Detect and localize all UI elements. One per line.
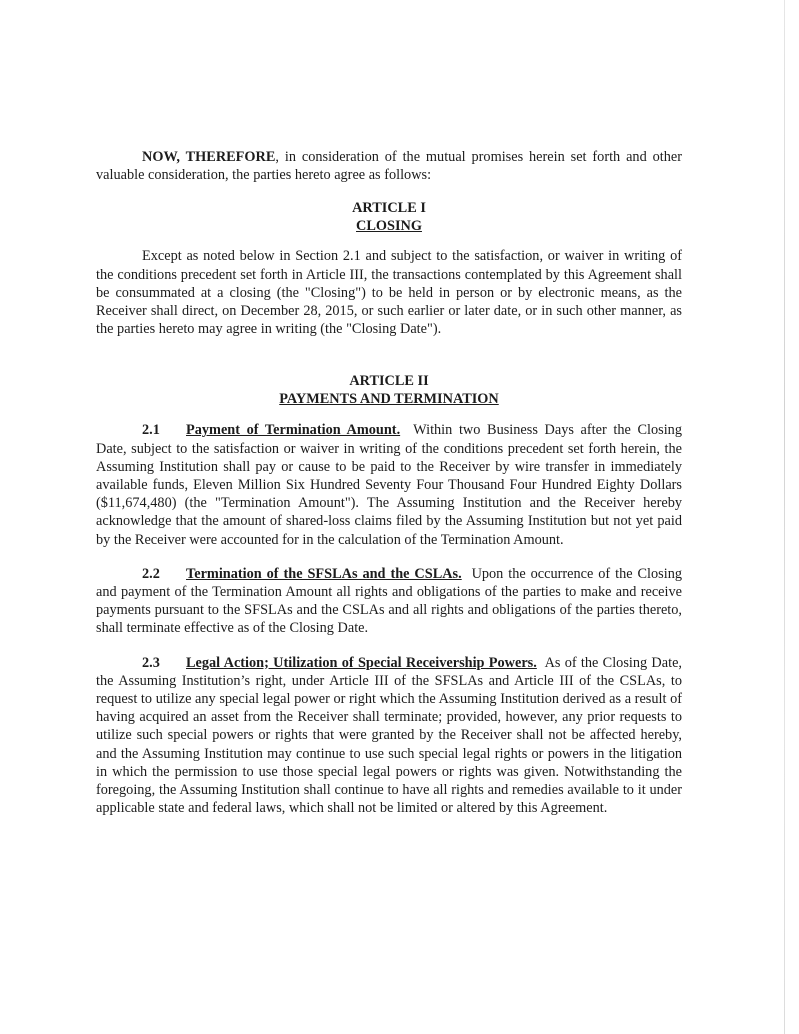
section-2-1 [96, 421, 682, 548]
preamble-text: , in consideration of the mutual promises herein set forth and other valuable consideration, the parties hereto agree as follows: [96, 149, 682, 184]
article-1-title: CLOSING [356, 217, 422, 234]
article-1-heading [96, 200, 682, 235]
article-2-title: PAYMENTS AND TERMINATION [279, 390, 499, 407]
article-1-number: ARTICLE I [352, 200, 426, 217]
scan-edge-line [784, 0, 785, 1034]
article-2-heading [96, 373, 682, 408]
article-2-number: ARTICLE II [349, 373, 429, 390]
article-1-body: Except as noted below in Section 2.1 and subject to the satisfaction, or waiver in writing of the conditions precedent set forth in Article III, the transactions contemplated by this Agreement shall be consummated at a closing (the "Closing") to be held in person or by electronic means, as the Receiver shall direct, on December 28, 2015, or such earlier or later date, or in such other manner, as the parties hereto may agree in writing (the "Closing Date"). [96, 248, 682, 338]
document-body [96, 148, 682, 817]
section-text: Upon the occurrence of the Closing and payment of the Termination Amount all rights and obligations of the parties to make and receive payments pursuant to the SFSLAs and the CSLAs and all rights and obligations of the parties thereto, shall terminate effective as of the Closing Date. [96, 565, 682, 637]
preamble-lead: NOW, THEREFORE [142, 149, 276, 165]
section-text: Within two Business Days after the Closing Date, subject to the satisfaction or waiver in writing of the conditions precedent set forth herein, the Assuming Institution shall pay or cause to be paid to the Receiver by wire transfer in immediately available funds, Eleven Million Six Hundred Seventy Four Thousand Four Hundred Eighty Dollars ($11,674,480) (the "Termination Amount"). The Assuming Institution and the Receiver hereby acknowledge that the amount of shared-loss claims filed by the Assuming Institution but not yet paid by the Receiver were accounted for in the calculation of the Termination Amount. [96, 422, 682, 548]
section-title: Legal Action; Utilization of Special Receivership Powers. [186, 654, 537, 671]
section-2-2 [96, 565, 682, 638]
section-text: As of the Closing Date, the Assuming Institution’s right, under Article III of the SFSLAs and Article III of the CSLAs, to request to utilize any special legal power or right which the Assuming Institution derived as a result of having acquired an asset from the Receiver shall terminate; provided, however, any prior requests to utilize such special powers or rights that were granted by the Receiver shall not be affected hereby, and the Assuming Institution may continue to use such special legal rights or powers in the litigation in which the permission to use those special legal powers or rights was given. Notwithstanding the foregoing, the Assuming Institution shall continue to have all rights and remedies available to it under applicable state and federal laws, which shall not be limited or altered by this Agreement. [96, 654, 682, 817]
preamble-paragraph [96, 148, 682, 184]
section-number: 2.1 [142, 422, 160, 439]
section-2-3 [96, 654, 682, 818]
section-number: 2.3 [142, 654, 160, 671]
section-title: Termination of the SFSLAs and the CSLAs. [186, 565, 462, 582]
section-number: 2.2 [142, 565, 160, 582]
section-title: Payment of Termination Amount. [186, 422, 401, 439]
